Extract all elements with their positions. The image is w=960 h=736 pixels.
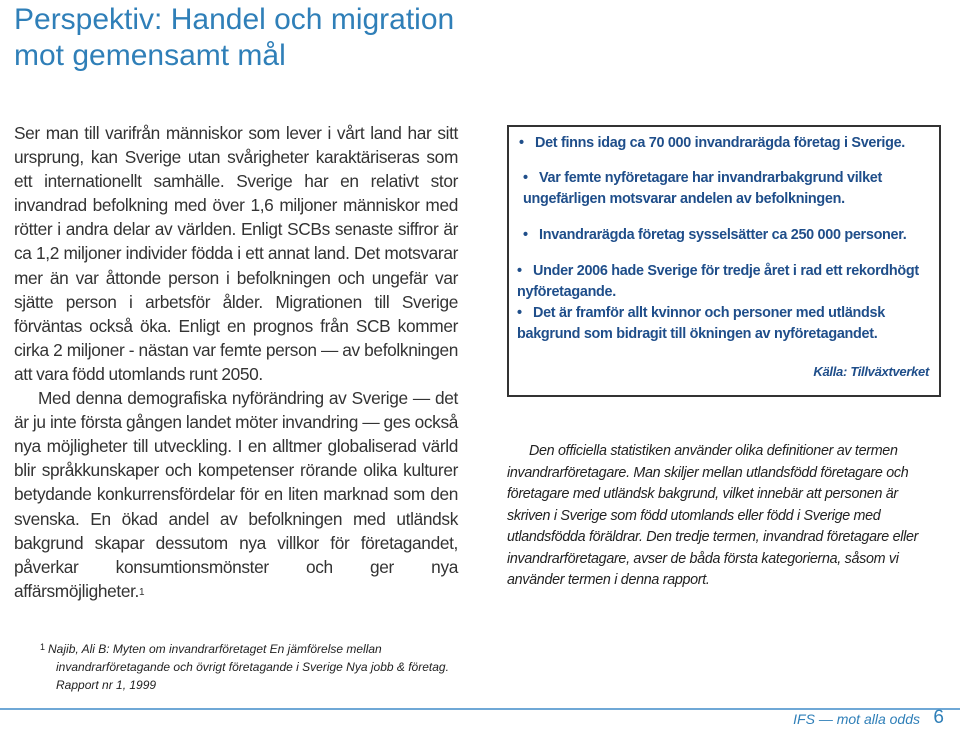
bullet-icon: • xyxy=(519,135,524,151)
fact-bullet-4 xyxy=(517,261,933,303)
definition-paragraph: Den officiella statistiken använder olika definitioner av termen invandrarföretagare. Man skiljer mellan utlandsfödd företagare och företagare med utländsk bakgrund, vilket innebär att personen är skriven i Sverige som född utomlands eller född i Sverige med utlandsfödda föräldrar. Den tredje termen, invandrad företagare eller invandrarföretagare, avser de båda första kategorierna, såsom vi använder termen i denna rapport. xyxy=(507,443,919,588)
footnote-line-3: Rapport nr 1, 1999 xyxy=(56,678,157,692)
footnote-number: 1 xyxy=(40,642,46,652)
fact-text-5: Det är framför allt kvinnor och personer med utländsk bakgrund som bidragit till ökningen av nyföretagandet. xyxy=(517,305,885,342)
bullet-icon: • xyxy=(523,227,528,243)
fact-bullet-1 xyxy=(519,133,933,154)
page-number: 6 xyxy=(933,707,944,728)
fact-text-3: Invandrarägda företag sysselsätter ca 250 000 personer. xyxy=(539,227,907,243)
page-title-line-1: Perspektiv: Handel och migration xyxy=(14,3,455,36)
definition-note xyxy=(507,441,941,592)
footnote-text-1: Najib, Ali B: Myten om invandrarföretaget En jämförelse mellan xyxy=(48,642,382,656)
bullet-icon: • xyxy=(523,170,528,186)
article-paragraph-2-wrapper xyxy=(14,386,458,605)
footnote-reference[interactable]: 1 xyxy=(138,586,145,598)
page-title-line-2: mot gemensamt mål xyxy=(14,39,286,72)
fact-bullet-2 xyxy=(523,168,933,210)
footer-divider xyxy=(0,708,960,710)
bullet-icon: • xyxy=(517,263,522,279)
fact-bullet-5 xyxy=(517,303,933,345)
fact-text-2: Var femte nyföretagare har invandrarbakgrund vilket ungefärligen motsvarar andelen av befolkningen. xyxy=(523,170,882,207)
bullet-icon: • xyxy=(517,305,522,321)
footnote xyxy=(40,638,480,694)
main-article-text xyxy=(14,121,458,605)
footnote-line-1 xyxy=(40,638,480,658)
footnote-line-2: invandrarföretagande och övrigt företagande i Sverige Nya jobb & företag. xyxy=(56,660,449,674)
article-paragraph-1: Ser man till varifrån människor som lever i vårt land har sitt ursprung, kan Sverige utan svårigheter karaktäriseras som ett internationellt samhälle. Sverige har en relativt stor invandrad befolkning med över 1,6 miljoner människor med rötter i andra delar av världen. Enligt SCBs senaste siffror är ca 1,2 miljoner individer födda i ett annat land. Det motsvarar mer än var åttonde person i befolkningen och ungefär var sjätte person i arbetsför ålder. Migrationen till Sverige förväntas också öka. Enligt en prognos från SCB kommer cirka 2 miljoner - nästan var femte person — av befolkningen att vara född utomlands runt 2050. xyxy=(14,123,458,384)
footer-label: IFS — mot alla odds xyxy=(793,711,920,727)
article-paragraph-2: Med denna demografiska nyförändring av Sverige — det är ju inte första gången landet möter invandring — ges också nya möjligheter till utveckling. I en alltmer globaliserad värld blir språkkunskaper och kompetenser rörande olika kulturer betydande konkurrensfördelar för en liten marknad som den svenska. En ökad andel av befolkningen med utländsk bakgrund skapar dessutom nya villkor för företagandet, påverkar konsumtionsmönster och ger nya affärsmöjligheter. xyxy=(14,388,458,601)
fact-bullet-3 xyxy=(523,225,933,246)
facts-source: Källa: Tillväxtverket xyxy=(813,364,929,379)
fact-text-4: Under 2006 hade Sverige för tredje året i rad ett rekordhögt nyföretagande. xyxy=(517,263,919,300)
facts-box xyxy=(507,125,941,397)
fact-text-1: Det finns idag ca 70 000 invandrarägda företag i Sverige. xyxy=(535,135,905,151)
page-title xyxy=(14,2,634,74)
